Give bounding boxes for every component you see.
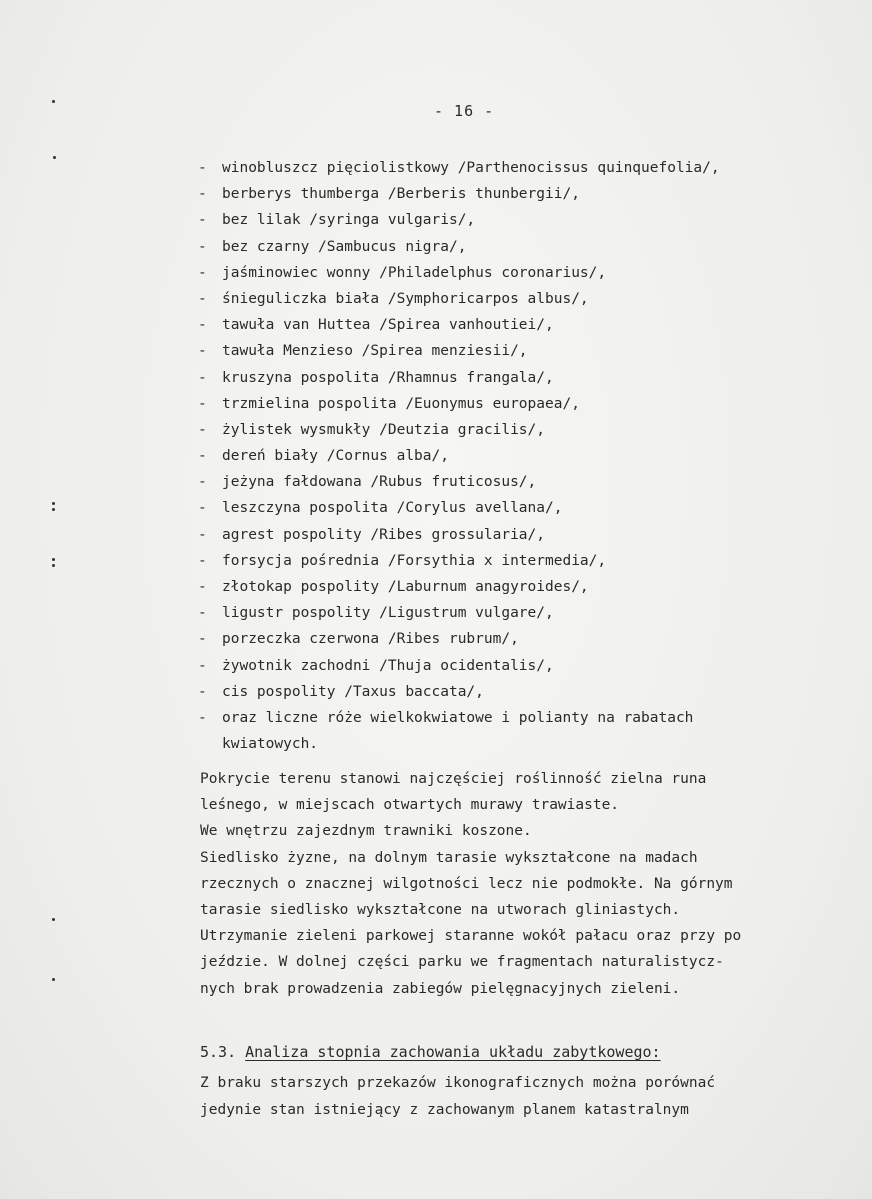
list-item-continuation: kwiatowych. <box>222 736 319 753</box>
list-item: - bez czarny /Sambucus nigra/, <box>198 238 467 255</box>
plant-list <box>198 155 868 757</box>
list-item: - jeżyna fałdowana /Rubus fruticosus/, <box>198 474 537 491</box>
analysis-paragraph <box>200 1070 872 1123</box>
list-item: - oraz liczne róże wielkokwiatowe i polianty na rabatach <box>198 709 694 726</box>
list-item: - tawuła van Huttea /Spirea vanhoutiei/, <box>198 317 554 334</box>
margin-dot <box>52 502 55 505</box>
paragraph-line: Pokrycie terenu stanowi najczęściej roślinność zielna runa <box>200 771 707 787</box>
list-item: - złotokap pospolity /Laburnum anagyroides/, <box>198 579 589 595</box>
list-item: - trzmielina pospolita /Euonymus europaea/, <box>198 395 580 412</box>
list-item: - leszczyna pospolita /Corylus avellana/, <box>198 500 563 517</box>
paragraph-line: Z braku starszych przekazów ikonograficznych można porównać <box>200 1075 716 1091</box>
paragraph-line: nych brak prowadzenia zabiegów pielęgnacyjnych zieleni. <box>200 980 681 997</box>
paragraph-line: rzecznych o znacznej wilgotności lecz nie podmokłe. Na górnym <box>200 875 733 892</box>
paragraph-line: leśnego, w miejscach otwartych murawy trawiaste. <box>200 797 620 814</box>
paragraph-line: We wnętrzu zajezdnym trawniki koszone. <box>200 823 532 840</box>
page-number: - 16 - <box>434 102 495 120</box>
list-item: - żylistek wysmukły /Deutzia gracilis/, <box>198 421 546 438</box>
margin-dot <box>52 978 55 981</box>
list-item: - śnieguliczka biała /Symphoricarpos albus/, <box>198 290 589 307</box>
list-item: - kruszyna pospolita /Rhamnus frangala/, <box>198 369 554 386</box>
section-title: Analiza stopnia zachowania układu zabytkowego: <box>245 1043 661 1061</box>
list-item: - berberys thumberga /Berberis thunbergii/, <box>198 186 580 203</box>
paragraph-line: tarasie siedlisko wykształcone na utworach gliniastych. <box>200 902 681 919</box>
vegetation-paragraph <box>200 766 872 1002</box>
list-item: - dereń biały /Cornus alba/, <box>198 448 449 465</box>
margin-dot <box>52 508 55 511</box>
paragraph-line: Siedlisko żyzne, na dolnym tarasie wykształcone na madach <box>200 849 698 866</box>
list-item: - bez lilak /syringa vulgaris/, <box>198 212 476 229</box>
paragraph-line: Utrzymanie zieleni parkowej staranne wokół pałacu oraz przy po <box>200 928 742 945</box>
section-number: 5.3. <box>200 1043 237 1061</box>
margin-dot <box>52 918 55 921</box>
list-item: - forsycja pośrednia /Forsythia x intermedia/, <box>198 552 607 569</box>
margin-dot <box>52 100 55 103</box>
list-item: - cis pospolity /Taxus baccata/, <box>198 683 484 700</box>
list-item: - winobluszcz pięciolistkowy /Parthenocissus quinquefolia/, <box>198 160 720 176</box>
list-item: - porzeczka czerwona /Ribes rubrum/, <box>198 631 519 648</box>
list-item: - żywotnik zachodni /Thuja ocidentalis/, <box>198 657 554 674</box>
list-item: - jaśminowiec wonny /Philadelphus coronarius/, <box>198 264 607 281</box>
margin-dot <box>52 558 55 561</box>
section-heading <box>200 1040 661 1064</box>
paragraph-line: jedynie stan istniejący z zachowanym planem katastralnym <box>200 1101 689 1118</box>
paragraph-line: jeździe. W dolnej części parku we fragmentach naturalistycz- <box>200 954 724 971</box>
margin-dot <box>52 564 55 567</box>
margin-dot <box>53 156 56 159</box>
list-item: - ligustr pospolity /Ligustrum vulgare/, <box>198 605 554 622</box>
list-item: - agrest pospolity /Ribes grossularia/, <box>198 526 546 543</box>
list-item: - tawuła Menzieso /Spirea menziesii/, <box>198 343 528 360</box>
